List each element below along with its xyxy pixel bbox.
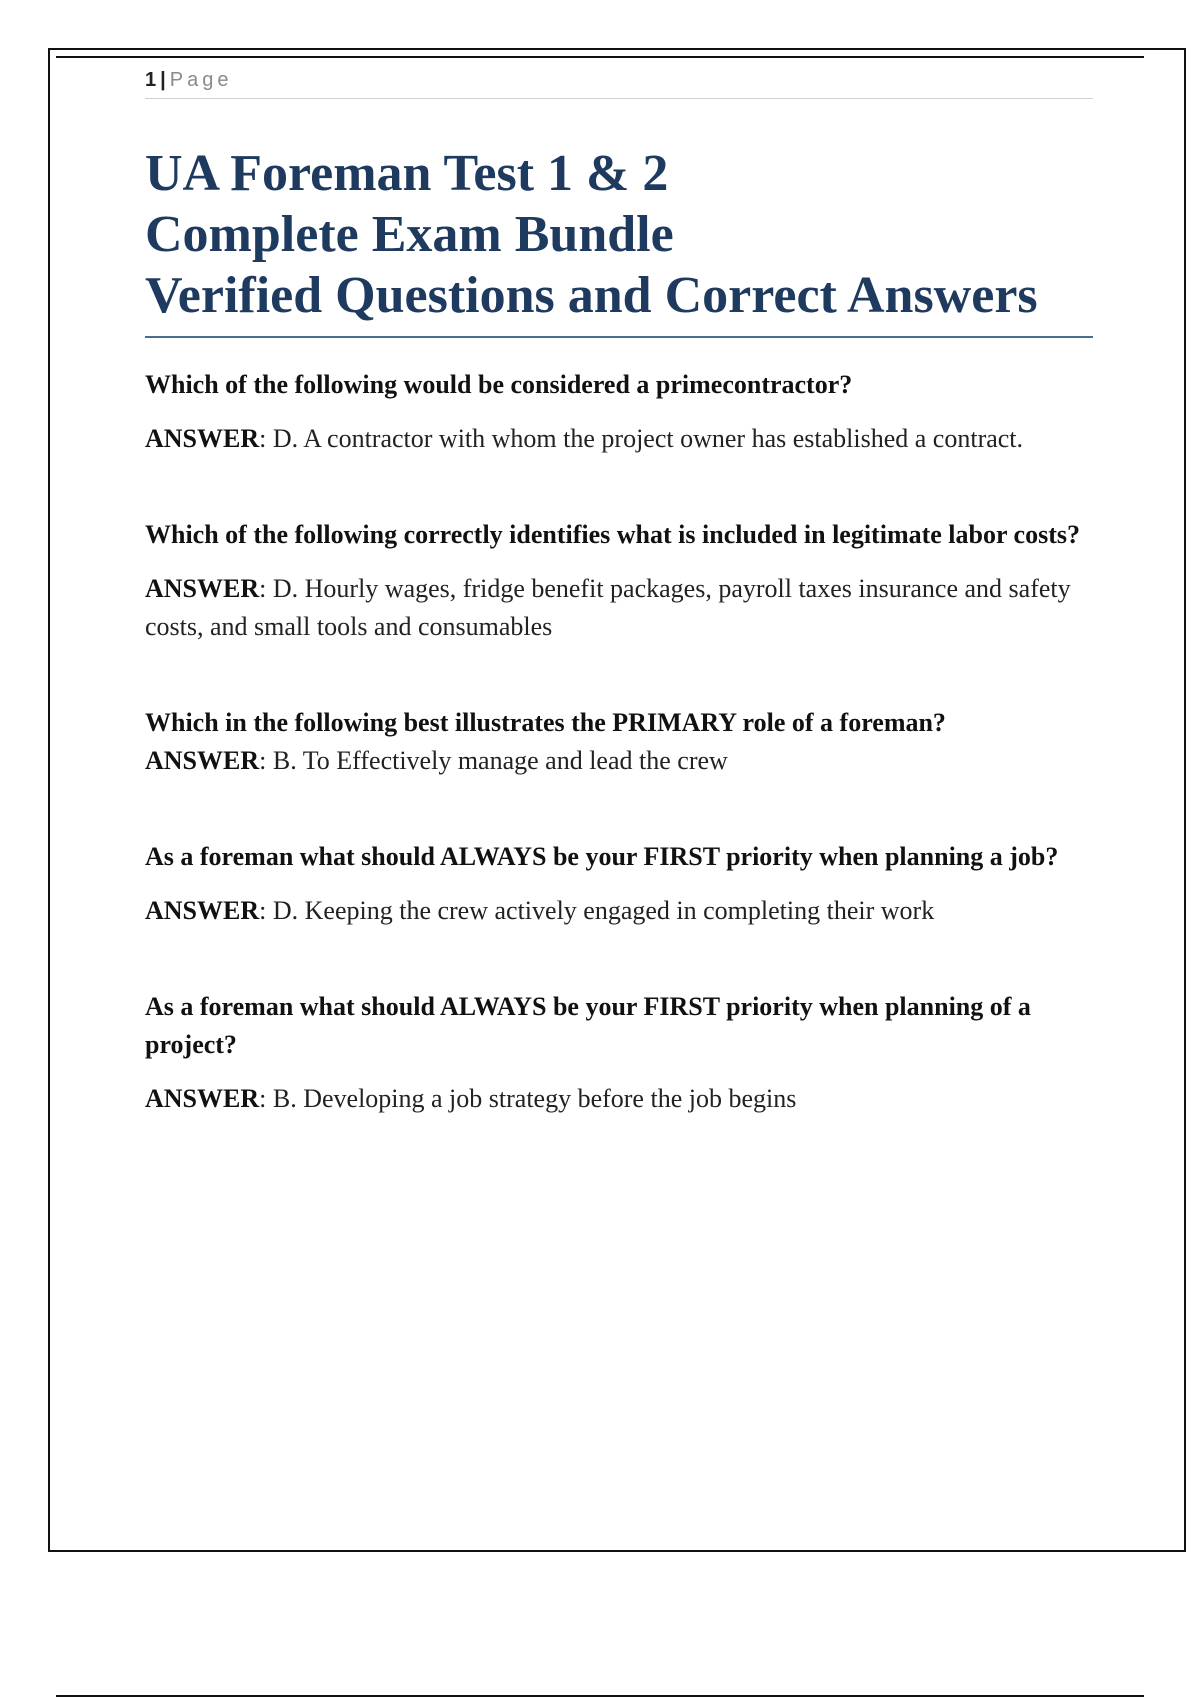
question-text: Which in the following best illustrates the PRIMARY role of a foreman? — [145, 708, 946, 737]
qa-list — [145, 366, 1093, 1118]
answer-label: ANSWER — [145, 424, 260, 453]
document-title — [145, 143, 1093, 338]
answer-block — [145, 420, 1093, 458]
answer-text: : B. To Effectively manage and lead the crew — [259, 746, 728, 775]
page-separator: | — [160, 69, 166, 91]
page-word: Page — [169, 69, 233, 91]
answer-text: : D. A contractor with whom the project owner has established a contract. — [259, 424, 1024, 453]
qa-item — [145, 516, 1093, 646]
next-page-top-rule — [56, 1695, 1144, 1697]
answer-label: ANSWER — [145, 1084, 260, 1113]
question-text: As a foreman what should ALWAYS be your FIRST priority when planning a job? — [145, 842, 1059, 871]
page-number: 1 — [145, 69, 157, 91]
qa-item — [145, 988, 1093, 1118]
answer-label: ANSWER — [145, 896, 260, 925]
answer-block — [145, 1080, 1093, 1118]
answer-label: ANSWER — [145, 574, 260, 603]
answer-block — [145, 742, 1093, 780]
answer-block — [145, 892, 1093, 930]
answer-text: : D. Hourly wages, fridge benefit packages, payroll taxes insurance and safety costs, and small tools and consumables — [145, 574, 1071, 641]
page-header — [145, 68, 1093, 99]
answer-text: : B. Developing a job strategy before the job begins — [259, 1084, 797, 1113]
title-line-2: Complete Exam Bundle — [145, 206, 674, 263]
title-line-3: Verified Questions and Correct Answers — [145, 267, 1038, 324]
title-line-1: UA Foreman Test 1 & 2 — [145, 145, 669, 202]
question-text: Which of the following would be considered a primecontractor? — [145, 370, 853, 399]
question-text: As a foreman what should ALWAYS be your FIRST priority when planning of a project? — [145, 992, 1031, 1059]
answer-label: ANSWER — [145, 746, 260, 775]
answer-block — [145, 570, 1093, 646]
top-rule — [56, 56, 1144, 58]
qa-item — [145, 838, 1093, 930]
qa-item — [145, 704, 1093, 780]
page-content — [145, 68, 1093, 1176]
qa-item — [145, 366, 1093, 458]
question-text: Which of the following correctly identifies what is included in legitimate labor costs? — [145, 520, 1080, 549]
answer-text: : D. Keeping the crew actively engaged in completing their work — [259, 896, 935, 925]
